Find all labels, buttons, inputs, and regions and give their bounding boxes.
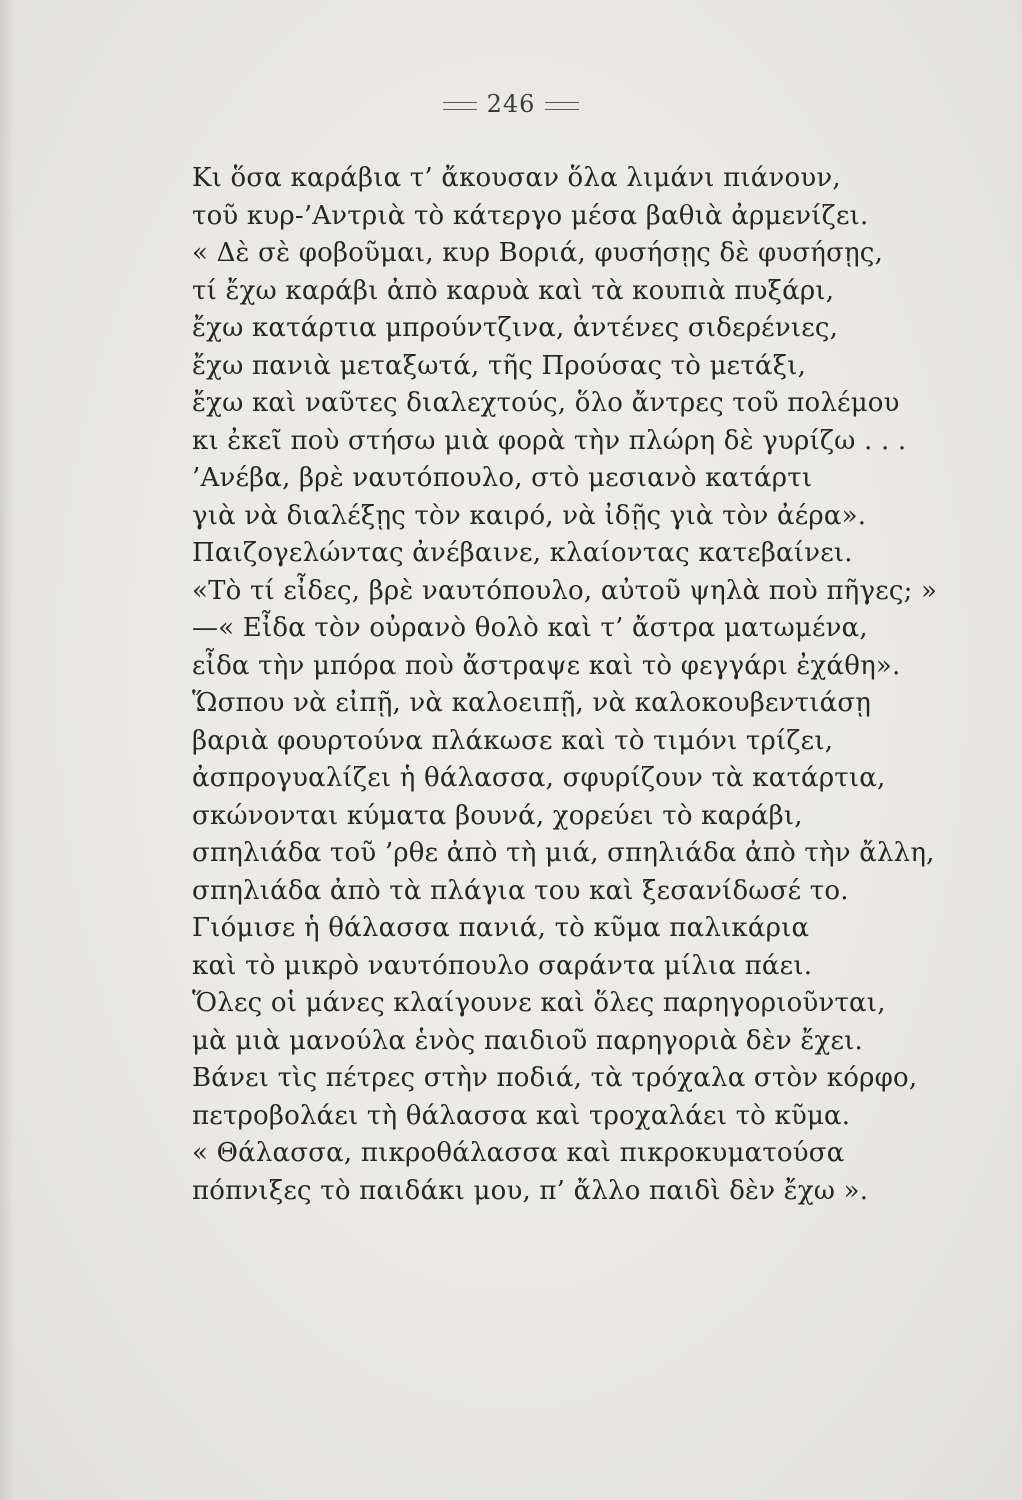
poem-line: Βάνει τὶς πέτρες στὴν ποδιά, τὰ τρόχαλα στὸν κόρφο, — [192, 1063, 918, 1093]
poem-line: εἶδα τὴν μπόρα ποὺ ἄστραψε καὶ τὸ φεγγάρι ἐχάθη». — [192, 650, 901, 681]
poem-line: « Θάλασσα, πικροθάλασσα καὶ πικροκυματούσα — [192, 1138, 845, 1168]
poem-line: πόπνιξες τὸ παιδάκι μου, π’ ἄλλο παιδὶ δὲν ἔχω ». — [192, 1175, 869, 1206]
poem-line: ἔχω κατάρτια μπρούντζινα, ἀντένες σιδερένιες, — [192, 313, 839, 343]
poem-line: πετροβολάει τὴ θάλασσα καὶ τροχαλάει τὸ κῦμα. — [192, 1100, 851, 1131]
poem-line: γιὰ νὰ διαλέξῃς τὸν καιρό, νὰ ἰδῇς γιὰ τὸν ἀέρα». — [192, 500, 867, 531]
poem-line: τοῦ κυρ-’Αντριὰ τὸ κάτεργο μέσα βαθιὰ ἀρμενίζει. — [192, 200, 869, 231]
poem-text — [192, 160, 992, 1210]
poem-line: ’Ανέβα, βρὲ ναυτόπουλο, στὸ μεσιανὸ κατάρτι — [192, 463, 813, 493]
poem-line: Ὅλες οἱ μάνες κλαίγουνε καὶ ὅλες παρηγοριοῦνται, — [192, 988, 886, 1018]
poem-line: « Δὲ σὲ φοβοῦμαι, κυρ Βοριά, φυσήσῃς δὲ φυσήσῃς, — [192, 238, 884, 268]
poem-line: σπηλιάδα ἀπὸ τὰ πλάγια του καὶ ξεσανίδωσέ το. — [192, 875, 849, 906]
poem-line: Κι ὅσα καράβια τ’ ἄκουσαν ὅλα λιμάνι πιάνουν, — [192, 163, 841, 193]
poem-line: μὰ μιὰ μανούλα ἑνὸς παιδιοῦ παρηγοριὰ δὲν ἔχει. — [192, 1025, 864, 1056]
poem-line: Παιζογελώντας ἀνέβαινε, κλαίοντας κατεβαίνει. — [192, 538, 853, 568]
poem-line: τί ἔχω καράβι ἀπὸ καρυὰ καὶ τὰ κουπιὰ πυξάρι, — [192, 275, 835, 306]
poem-line: σκώνονται κύματα βουνά, χορεύει τὸ καράβι, — [192, 800, 803, 831]
poem-line: —« Εἶδα τὸν οὐρανὸ θολὸ καὶ τ’ ἄστρα ματωμένα, — [192, 613, 868, 643]
poem-line: «Τὸ τί εἶδες, βρὲ ναυτόπουλο, αὐτοῦ ψηλὰ ποὺ πῆγες; » — [192, 575, 938, 606]
poem-line: Γιόμισε ἡ θάλασσα πανιά, τὸ κῦμα παλικάρια — [192, 913, 810, 943]
poem-line: Ὥσπου νὰ εἰπῇ, νὰ καλοειπῇ, νὰ καλοκουβεντιάσῃ — [192, 688, 872, 718]
poem-line: ἔχω πανιὰ μεταξωτά, τῆς Προύσας τὸ μετάξι, — [192, 350, 807, 381]
page-number: 246 — [486, 90, 536, 118]
poem-line: κι ἐκεῖ ποὺ στήσω μιὰ φορὰ τὴν πλώρη δὲ γυρίζω . . . — [192, 425, 907, 456]
header-right-rule — [545, 102, 579, 110]
page-edge-shadow — [0, 0, 14, 1500]
poem-line: καὶ τὸ μικρὸ ναυτόπουλο σαράντα μίλια πάει. — [192, 950, 813, 981]
poem-line: ἀσπρογυαλίζει ἡ θάλασσα, σφυρίζουν τὰ κατάρτια, — [192, 763, 886, 793]
poem-line: σπηλιάδα τοῦ ’ρθε ἀπὸ τὴ μιά, σπηλιάδα ἀπὸ τὴν ἄλλη, — [192, 838, 935, 868]
page-header — [0, 90, 1022, 118]
poem-line: ἔχω καὶ ναῦτες διαλεχτούς, ὅλο ἄντρες τοῦ πολέμου — [192, 388, 900, 418]
poem-line: βαριὰ φουρτούνα πλάκωσε καὶ τὸ τιμόνι τρίζει, — [192, 725, 834, 756]
header-left-rule — [443, 102, 477, 110]
